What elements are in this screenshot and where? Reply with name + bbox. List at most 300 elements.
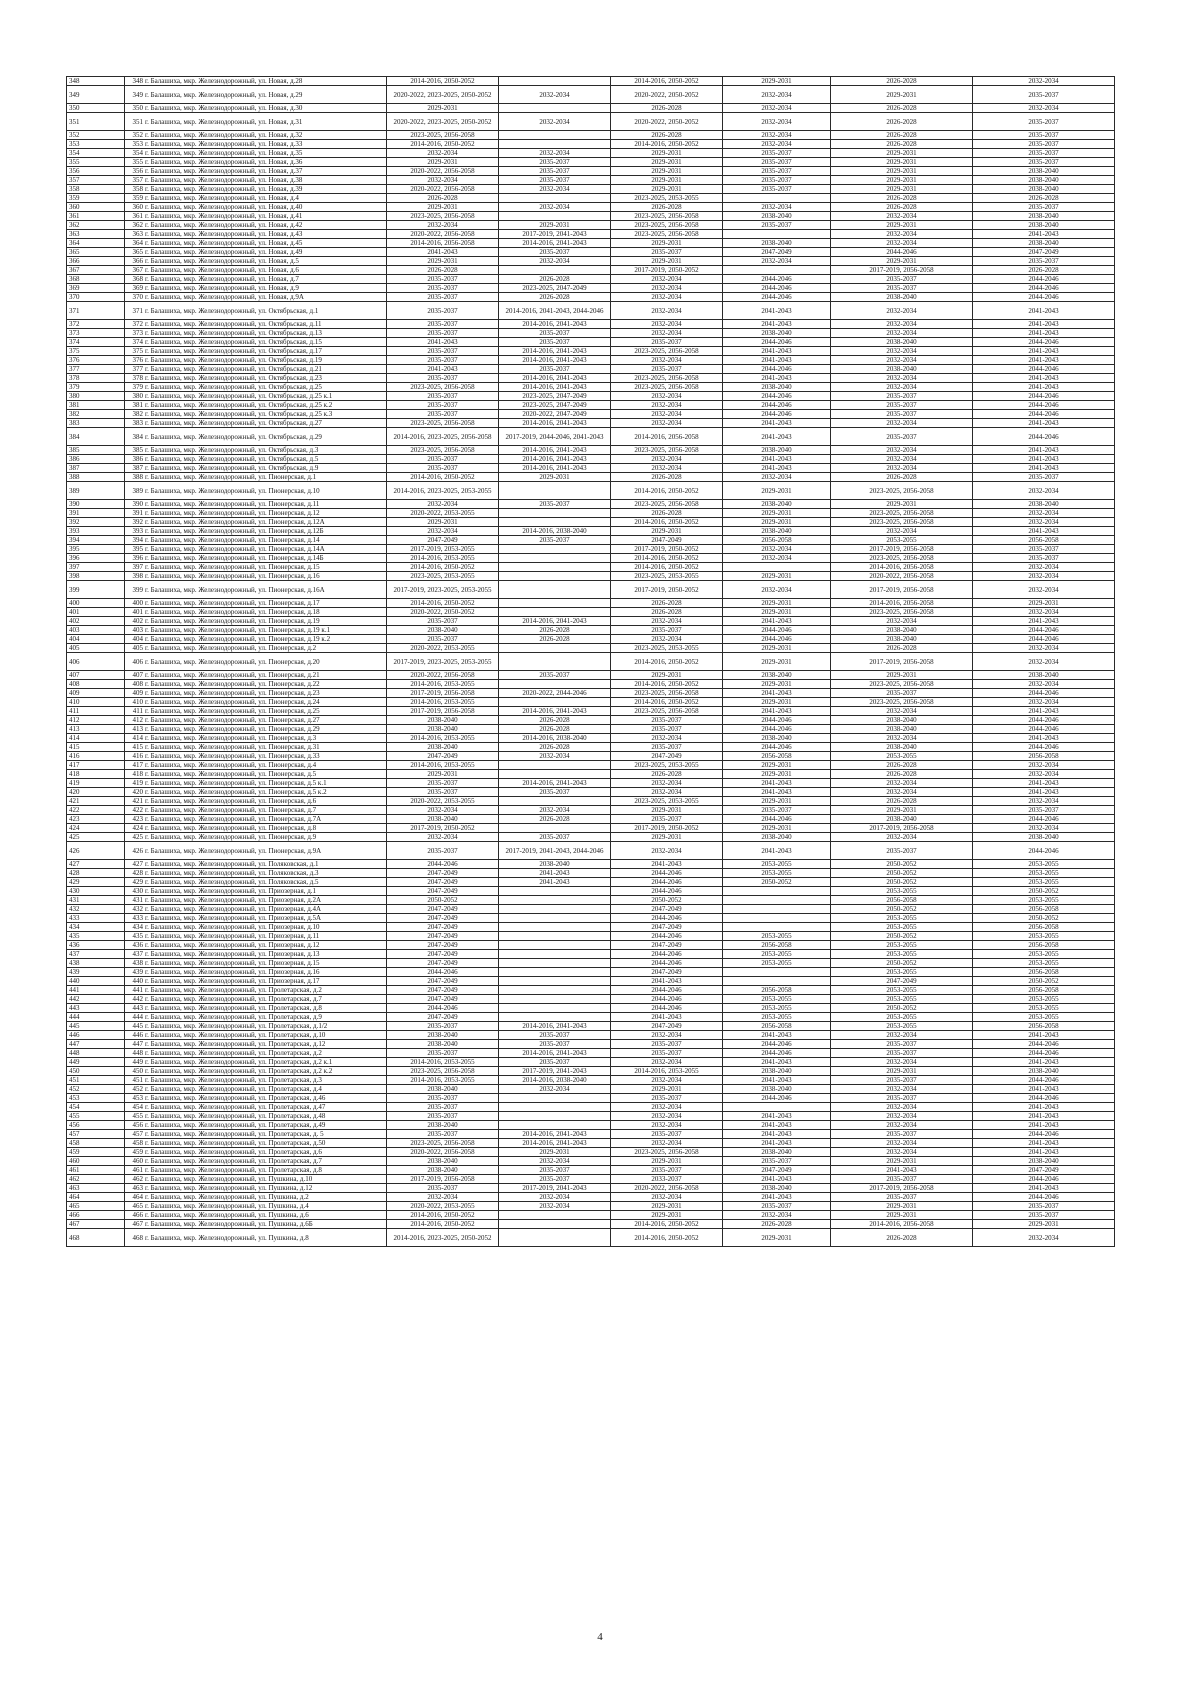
table-row — [67, 284, 1115, 293]
period-cell: 2053-2055 — [973, 878, 1115, 887]
period-cell: 2032-2034 — [611, 356, 723, 365]
period-cell: 2035-2037 — [723, 1202, 831, 1211]
table-row — [67, 725, 1115, 734]
period-cell: 2035-2037 — [973, 545, 1115, 554]
period-cell — [499, 1121, 611, 1130]
period-cell: 2032-2034 — [723, 545, 831, 554]
period-cell: 2035-2037 — [387, 1094, 499, 1103]
period-cell: 2044-2046 — [611, 878, 723, 887]
address-text: г. Балашиха, мкр. Железнодорожный, ул. Пролетарская, д.6 — [145, 1148, 322, 1156]
address-row-number: 367 — [132, 266, 143, 274]
row-number: 410 — [67, 698, 125, 707]
table-row — [67, 140, 1115, 149]
period-cell — [499, 1211, 611, 1220]
period-cell: 2035-2037 — [831, 1076, 973, 1085]
period-cell: 2014-2016, 2041-2043 — [499, 419, 611, 428]
period-cell: 2032-2034 — [831, 419, 973, 428]
period-cell: 2014-2016, 2056-2058 — [387, 239, 499, 248]
period-cell: 2044-2046 — [723, 293, 831, 302]
table-row — [67, 248, 1115, 257]
period-cell: 2038-2040 — [973, 239, 1115, 248]
period-cell: 2038-2040 — [723, 383, 831, 392]
period-cell: 2023-2025, 2047-2049 — [499, 392, 611, 401]
period-cell: 2029-2031 — [831, 671, 973, 680]
period-cell: 2014-2016, 2023-2025, 2050-2052 — [387, 1229, 499, 1247]
address-text: г. Балашиха, мкр. Железнодорожный, ул. Пионерская, д.16 — [145, 572, 320, 580]
address-cell — [125, 176, 387, 185]
period-cell: 2041-2043 — [723, 455, 831, 464]
period-cell: 2029-2031 — [723, 797, 831, 806]
period-cell: 2032-2034 — [499, 185, 611, 194]
table-row — [67, 734, 1115, 743]
period-cell: 2035-2037 — [387, 293, 499, 302]
address-text: г. Балашиха, мкр. Железнодорожный, ул. Пионерская, д.22 — [145, 680, 320, 688]
period-cell: 2053-2055 — [973, 1013, 1115, 1022]
address-text: г. Балашиха, мкр. Железнодорожный, ул. Новая, д.49 — [145, 248, 303, 256]
period-cell: 2026-2028 — [831, 770, 973, 779]
period-cell: 2026-2028 — [831, 140, 973, 149]
table-row — [67, 113, 1115, 131]
period-cell: 2026-2028 — [499, 626, 611, 635]
period-cell: 2053-2055 — [723, 869, 831, 878]
table-row — [67, 797, 1115, 806]
period-cell: 2041-2043 — [723, 1130, 831, 1139]
row-number: 381 — [67, 401, 125, 410]
period-cell: 2026-2028 — [831, 797, 973, 806]
period-cell: 2032-2034 — [831, 617, 973, 626]
period-cell: 2023-2025, 2056-2058 — [387, 419, 499, 428]
table-row — [67, 644, 1115, 653]
period-cell: 2041-2043 — [973, 1139, 1115, 1148]
period-cell: 2035-2037 — [387, 1112, 499, 1121]
address-cell — [125, 986, 387, 995]
address-cell — [125, 149, 387, 158]
period-cell: 2014-2016, 2041-2043 — [499, 779, 611, 788]
period-cell: 2029-2031 — [611, 806, 723, 815]
period-cell: 2047-2049 — [973, 248, 1115, 257]
period-cell — [499, 1112, 611, 1121]
period-cell: 2053-2055 — [831, 995, 973, 1004]
period-cell: 2026-2028 — [611, 203, 723, 212]
period-cell: 2041-2043 — [387, 338, 499, 347]
period-cell: 2023-2025, 2056-2058 — [831, 509, 973, 518]
period-cell: 2035-2037 — [611, 1130, 723, 1139]
period-cell: 2029-2031 — [723, 608, 831, 617]
address-cell — [125, 545, 387, 554]
period-cell: 2023-2025, 2056-2058 — [831, 518, 973, 527]
address-text: г. Балашиха, мкр. Железнодорожный, ул. Октябрьская, д.13 — [145, 329, 322, 337]
row-number: 444 — [67, 1013, 125, 1022]
address-cell — [125, 671, 387, 680]
address-text: г. Балашиха, мкр. Железнодорожный, ул. Октябрьская, д.5 — [145, 455, 319, 463]
address-row-number: 378 — [132, 374, 143, 382]
address-text: г. Балашиха, мкр. Железнодорожный, ул. Пионерская, д.14А — [145, 545, 325, 553]
period-cell — [499, 653, 611, 671]
address-row-number: 440 — [132, 977, 143, 985]
address-text: г. Балашиха, мкр. Железнодорожный, ул. Пионерская, д.23 — [145, 689, 320, 697]
period-cell: 2032-2034 — [831, 230, 973, 239]
period-cell: 2014-2016, 2053-2055 — [387, 1058, 499, 1067]
period-cell: 2053-2055 — [831, 923, 973, 932]
row-number: 411 — [67, 707, 125, 716]
period-cell: 2032-2034 — [831, 356, 973, 365]
period-cell: 2041-2043 — [611, 1013, 723, 1022]
period-cell: 2032-2034 — [723, 140, 831, 149]
address-row-number: 462 — [132, 1175, 143, 1183]
address-text: г. Балашиха, мкр. Железнодорожный, ул. Приозерная, д.1 — [145, 887, 317, 895]
period-cell — [499, 554, 611, 563]
table-row — [67, 149, 1115, 158]
period-cell: 2032-2034 — [611, 734, 723, 743]
period-cell: 2035-2037 — [499, 536, 611, 545]
period-cell: 2035-2037 — [831, 410, 973, 419]
period-cell: 2044-2046 — [973, 401, 1115, 410]
period-cell: 2047-2049 — [387, 950, 499, 959]
row-number: 459 — [67, 1148, 125, 1157]
address-row-number: 421 — [132, 797, 143, 805]
table-row — [67, 383, 1115, 392]
table-row — [67, 320, 1115, 329]
address-row-number: 402 — [132, 617, 143, 625]
address-row-number: 452 — [132, 1085, 143, 1093]
period-cell: 2029-2031 — [611, 176, 723, 185]
address-row-number: 376 — [132, 356, 143, 364]
period-cell — [499, 140, 611, 149]
period-cell: 2035-2037 — [973, 554, 1115, 563]
period-cell: 2029-2031 — [387, 257, 499, 266]
period-cell: 2035-2037 — [973, 86, 1115, 104]
row-number: 370 — [67, 293, 125, 302]
address-cell — [125, 1049, 387, 1058]
table-row — [67, 239, 1115, 248]
address-text: г. Балашиха, мкр. Железнодорожный, ул. Пионерская, д.14 — [145, 536, 320, 544]
period-cell: 2044-2046 — [973, 275, 1115, 284]
address-row-number: 459 — [132, 1148, 143, 1156]
period-cell: 2026-2028 — [499, 716, 611, 725]
table-row — [67, 545, 1115, 554]
period-cell: 2041-2043 — [723, 356, 831, 365]
row-number: 369 — [67, 284, 125, 293]
period-cell: 2035-2037 — [611, 815, 723, 824]
address-text: г. Балашиха, мкр. Железнодорожный, ул. Пролетарская, д.2 — [145, 1049, 322, 1057]
period-cell: 2035-2037 — [611, 338, 723, 347]
table-row — [67, 1130, 1115, 1139]
address-text: г. Балашиха, мкр. Железнодорожный, ул. Пролетарская, д.7 — [145, 1157, 322, 1165]
period-cell: 2041-2043 — [973, 419, 1115, 428]
address-cell — [125, 221, 387, 230]
period-cell: 2035-2037 — [499, 1031, 611, 1040]
period-cell: 2020-2022, 2050-2052 — [611, 113, 723, 131]
period-cell: 2023-2025, 2047-2049 — [499, 284, 611, 293]
period-cell: 2029-2031 — [723, 77, 831, 86]
row-number: 360 — [67, 203, 125, 212]
address-text: г. Балашиха, мкр. Железнодорожный, ул. Октябрьская, д.25 — [145, 383, 322, 391]
period-cell: 2038-2040 — [831, 293, 973, 302]
period-cell: 2044-2046 — [611, 1004, 723, 1013]
period-cell: 2035-2037 — [499, 833, 611, 842]
address-cell — [125, 995, 387, 1004]
address-text: г. Балашиха, мкр. Железнодорожный, ул. Приозерная, д.12 — [145, 941, 320, 949]
address-row-number: 386 — [132, 455, 143, 463]
period-cell: 2032-2034 — [499, 203, 611, 212]
period-cell: 2044-2046 — [611, 887, 723, 896]
period-cell: 2014-2016, 2050-2052 — [611, 554, 723, 563]
period-cell: 2029-2031 — [723, 1229, 831, 1247]
period-cell: 2032-2034 — [973, 680, 1115, 689]
period-cell: 2023-2025, 2056-2058 — [831, 554, 973, 563]
period-cell: 2026-2028 — [973, 266, 1115, 275]
period-cell: 2029-2031 — [723, 644, 831, 653]
period-cell: 2032-2034 — [499, 1202, 611, 1211]
period-cell: 2038-2040 — [387, 1166, 499, 1175]
address-cell — [125, 770, 387, 779]
address-cell — [125, 617, 387, 626]
period-cell: 2035-2037 — [723, 221, 831, 230]
period-cell: 2047-2049 — [387, 959, 499, 968]
period-cell: 2035-2037 — [723, 806, 831, 815]
address-cell — [125, 887, 387, 896]
address-text: г. Балашиха, мкр. Железнодорожный, ул. Пионерская, д.6 — [145, 797, 317, 805]
period-cell: 2017-2019, 2056-2058 — [387, 1175, 499, 1184]
period-cell: 2032-2034 — [499, 257, 611, 266]
period-cell: 2014-2016, 2041-2043 — [499, 455, 611, 464]
period-cell: 2035-2037 — [973, 1202, 1115, 1211]
period-cell: 2038-2040 — [831, 338, 973, 347]
address-row-number: 450 — [132, 1067, 143, 1075]
address-text: г. Балашиха, мкр. Железнодорожный, ул. Пионерская, д.5 к.1 — [145, 779, 327, 787]
table-row — [67, 752, 1115, 761]
period-cell: 2032-2034 — [499, 752, 611, 761]
period-cell: 2026-2028 — [499, 743, 611, 752]
address-text: г. Балашиха, мкр. Железнодорожный, ул. Пролетарская, д.2 к.2 — [145, 1067, 333, 1075]
table-row — [67, 572, 1115, 581]
table-row — [67, 581, 1115, 599]
period-cell: 2014-2016, 2038-2040 — [499, 527, 611, 536]
period-cell: 2050-2052 — [831, 959, 973, 968]
address-text: г. Балашиха, мкр. Железнодорожный, ул. Пушкина, д.8 — [145, 1233, 309, 1242]
address-row-number: 412 — [132, 716, 143, 724]
period-cell: 2044-2046 — [973, 842, 1115, 860]
address-cell — [125, 275, 387, 284]
period-cell: 2014-2016, 2050-2052 — [611, 482, 723, 500]
address-text: г. Балашиха, мкр. Железнодорожный, ул. Пионерская, д.9 — [145, 833, 317, 841]
period-cell: 2041-2043 — [973, 1121, 1115, 1130]
period-cell: 2026-2028 — [831, 644, 973, 653]
address-cell — [125, 1121, 387, 1130]
table-row — [67, 1076, 1115, 1085]
period-cell: 2053-2055 — [723, 1004, 831, 1013]
address-cell — [125, 113, 387, 131]
row-number: 366 — [67, 257, 125, 266]
address-row-number: 467 — [132, 1220, 143, 1228]
address-text: г. Балашиха, мкр. Железнодорожный, ул. Пионерская, д.3 — [145, 734, 317, 742]
address-cell — [125, 131, 387, 140]
row-number: 455 — [67, 1112, 125, 1121]
address-text: г. Балашиха, мкр. Железнодорожный, ул. Пионерская, д.19 к.1 — [145, 626, 331, 634]
period-cell: 2041-2043 — [723, 788, 831, 797]
row-number: 361 — [67, 212, 125, 221]
period-cell: 2050-2052 — [831, 860, 973, 869]
address-cell — [125, 716, 387, 725]
period-cell: 2029-2031 — [611, 1157, 723, 1166]
period-cell: 2041-2043 — [973, 779, 1115, 788]
address-cell — [125, 1148, 387, 1157]
address-text: г. Балашиха, мкр. Железнодорожный, ул. Новая, д.37 — [145, 167, 303, 175]
period-cell: 2032-2034 — [611, 635, 723, 644]
period-cell: 2035-2037 — [831, 428, 973, 446]
address-row-number: 463 — [132, 1184, 143, 1192]
table-row — [67, 257, 1115, 266]
period-cell: 2023-2025, 2053-2055 — [611, 194, 723, 203]
address-row-number: 391 — [132, 509, 143, 517]
address-row-number: 435 — [132, 932, 143, 940]
period-cell: 2023-2025, 2053-2055 — [611, 797, 723, 806]
row-number: 417 — [67, 761, 125, 770]
address-text: г. Балашиха, мкр. Железнодорожный, ул. Октябрьская, д.19 — [145, 356, 322, 364]
period-cell: 2032-2034 — [611, 284, 723, 293]
address-text: г. Балашиха, мкр. Железнодорожный, ул. Пролетарская, д.46 — [145, 1094, 326, 1102]
address-cell — [125, 959, 387, 968]
address-cell — [125, 968, 387, 977]
period-cell: 2029-2031 — [611, 158, 723, 167]
period-cell: 2020-2022, 2056-2058 — [831, 572, 973, 581]
period-cell: 2032-2034 — [831, 707, 973, 716]
table-row — [67, 428, 1115, 446]
address-text: г. Балашиха, мкр. Железнодорожный, ул. Поляковская, д.3 — [145, 869, 319, 877]
period-cell: 2017-2019, 2056-2058 — [831, 266, 973, 275]
address-cell — [125, 392, 387, 401]
period-cell: 2032-2034 — [831, 833, 973, 842]
period-cell: 2029-2031 — [723, 518, 831, 527]
period-cell: 2032-2034 — [611, 779, 723, 788]
period-cell: 2029-2031 — [831, 86, 973, 104]
period-cell: 2029-2031 — [499, 1148, 611, 1157]
period-cell: 2032-2034 — [831, 1085, 973, 1094]
address-text: г. Балашиха, мкр. Железнодорожный, ул. Октябрьская, д.27 — [145, 419, 322, 427]
period-cell: 2035-2037 — [723, 167, 831, 176]
period-cell: 2044-2046 — [723, 410, 831, 419]
table-row — [67, 527, 1115, 536]
period-cell: 2041-2043 — [973, 1184, 1115, 1193]
period-cell: 2023-2025, 2053-2055 — [387, 572, 499, 581]
period-cell: 2020-2022, 2056-2058 — [387, 230, 499, 239]
period-cell: 2056-2058 — [723, 941, 831, 950]
period-cell — [499, 977, 611, 986]
row-number: 352 — [67, 131, 125, 140]
address-text: г. Балашиха, мкр. Железнодорожный, ул. Октябрьская, д.11 — [145, 320, 322, 328]
row-number: 448 — [67, 1049, 125, 1058]
table-row — [67, 500, 1115, 509]
address-cell — [125, 1211, 387, 1220]
table-row — [67, 563, 1115, 572]
address-cell — [125, 635, 387, 644]
period-cell: 2032-2034 — [611, 302, 723, 320]
period-cell: 2053-2055 — [973, 932, 1115, 941]
period-cell: 2014-2016, 2050-2052 — [387, 1211, 499, 1220]
row-number: 371 — [67, 302, 125, 320]
period-cell — [723, 914, 831, 923]
period-cell: 2032-2034 — [723, 1211, 831, 1220]
address-cell — [125, 1076, 387, 1085]
period-cell: 2035-2037 — [499, 176, 611, 185]
period-cell: 2050-2052 — [973, 977, 1115, 986]
table-row — [67, 1157, 1115, 1166]
period-cell: 2029-2031 — [831, 149, 973, 158]
period-cell: 2032-2034 — [387, 833, 499, 842]
address-row-number: 357 — [132, 176, 143, 184]
row-number: 418 — [67, 770, 125, 779]
address-row-number: 384 — [132, 432, 143, 441]
address-cell — [125, 1166, 387, 1175]
period-cell: 2041-2043 — [831, 1166, 973, 1175]
table-row — [67, 482, 1115, 500]
period-cell: 2041-2043 — [973, 1058, 1115, 1067]
period-cell: 2053-2055 — [973, 860, 1115, 869]
table-row — [67, 815, 1115, 824]
period-cell: 2038-2040 — [723, 500, 831, 509]
period-cell: 2017-2019, 2041-2043 — [499, 1184, 611, 1193]
period-cell: 2032-2034 — [973, 1229, 1115, 1247]
address-cell — [125, 905, 387, 914]
address-row-number: 464 — [132, 1193, 143, 1201]
period-cell: 2026-2028 — [499, 815, 611, 824]
period-cell: 2014-2016, 2038-2040 — [499, 734, 611, 743]
period-cell: 2023-2025, 2053-2055 — [611, 572, 723, 581]
period-cell: 2032-2034 — [611, 1193, 723, 1202]
period-cell: 2014-2016, 2050-2052 — [611, 77, 723, 86]
address-text: г. Балашиха, мкр. Железнодорожный, ул. Пролетарская, д.8 — [145, 1004, 322, 1012]
period-cell: 2026-2028 — [611, 473, 723, 482]
period-cell: 2038-2040 — [723, 446, 831, 455]
period-cell: 2032-2034 — [611, 419, 723, 428]
table-row — [67, 212, 1115, 221]
table-row — [67, 518, 1115, 527]
row-number: 388 — [67, 473, 125, 482]
period-cell: 2032-2034 — [611, 455, 723, 464]
period-cell: 2047-2049 — [611, 1022, 723, 1031]
address-text: г. Балашиха, мкр. Железнодорожный, ул. Пионерская, д.5 к.2 — [145, 788, 327, 796]
period-cell: 2023-2025, 2056-2058 — [387, 1139, 499, 1148]
address-text: г. Балашиха, мкр. Железнодорожный, ул. Приозерная, д.5А — [145, 914, 322, 922]
address-cell — [125, 608, 387, 617]
address-cell — [125, 1157, 387, 1166]
address-text: г. Балашиха, мкр. Железнодорожный, ул. Октябрьская, д.9 — [145, 464, 319, 472]
period-cell: 2047-2049 — [387, 995, 499, 1004]
period-cell: 2014-2016, 2050-2052 — [611, 680, 723, 689]
period-cell: 2026-2028 — [387, 194, 499, 203]
address-cell — [125, 824, 387, 833]
period-cell: 2026-2028 — [831, 104, 973, 113]
period-cell — [499, 608, 611, 617]
row-number: 413 — [67, 725, 125, 734]
address-row-number: 460 — [132, 1157, 143, 1165]
period-cell: 2032-2034 — [611, 401, 723, 410]
period-cell: 2035-2037 — [723, 176, 831, 185]
period-cell: 2032-2034 — [973, 824, 1115, 833]
row-number: 441 — [67, 986, 125, 995]
row-number: 429 — [67, 878, 125, 887]
period-cell — [499, 986, 611, 995]
period-cell: 2035-2037 — [831, 689, 973, 698]
address-text: г. Балашиха, мкр. Железнодорожный, ул. Новая, д.28 — [145, 77, 303, 85]
address-cell — [125, 329, 387, 338]
period-cell: 2038-2040 — [973, 1067, 1115, 1076]
address-cell — [125, 86, 387, 104]
period-cell: 2014-2016, 2050-2052 — [387, 1220, 499, 1229]
period-cell: 2029-2031 — [499, 473, 611, 482]
period-cell: 2044-2046 — [973, 1049, 1115, 1058]
address-cell — [125, 365, 387, 374]
